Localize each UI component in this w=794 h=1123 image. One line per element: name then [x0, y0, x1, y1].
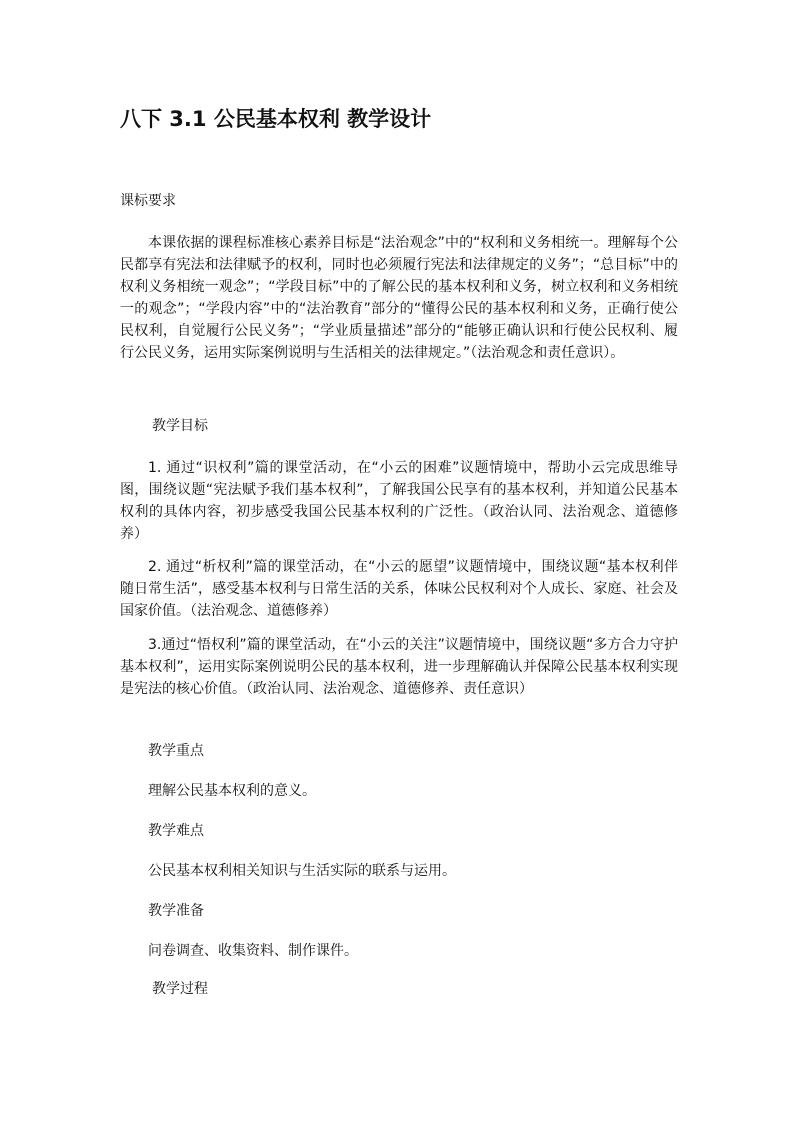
curriculum-heading: 课标要求 — [120, 193, 176, 209]
preparation-heading: 教学准备 — [148, 903, 204, 919]
key-point-heading: 教学重点 — [148, 743, 204, 759]
objectives-heading: 教学目标 — [152, 418, 208, 434]
key-point-text: 理解公民基本权利的意义。 — [148, 783, 316, 799]
document-title: 八下 3.1 公民基本权利 教学设计 — [120, 107, 432, 131]
objective-1-paragraph: 1. 通过“识权利”篇的课堂活动，在“小云的困难”议题情境中，帮助小云完成思维导图，围绕议题“宪法赋予我们基本权利”，了解我国公民享有的基本权利，并知道公民基本权利的具体内容，初步感受我国公民基本权利的广泛性。（政治认同、法治观念、道德修养） — [120, 460, 678, 542]
preparation-text: 问卷调查、收集资料、制作课件。 — [148, 943, 358, 959]
objective-3-paragraph: 3.通过“悟权利”篇的课堂活动，在“小云的关注”议题情境中，围绕议题“多方合力守护基本权利”，运用实际案例说明公民的基本权利，进一步理解确认并保障公民基本权利实现是宪法的核心价值。（政治认同、法治观念、道德修养、责任意识） — [120, 637, 678, 697]
curriculum-paragraph: 本课依据的课程标准核心素养目标是“法治观念”中的“权利和义务相统一。理解每个公民都享有宪法和法律赋予的权利，同时也必须履行宪法和法律规定的义务”；“总目标”中的权利义务相统一观念”；“学段目标”中的了解公民的基本权利和义务，树立权利和义务相统一的观念”；“学段内容”中的“法治教育”部分的“懂得公民的基本权利和义务，正确行使公民权利，自觉履行公民义务”；“学业质量描述”部分的“能够正确认识和行使公民权利、履行公民义务，运用实际案例说明与生活相关的法律规定。”（法治观念和责任意识）。 — [120, 235, 678, 361]
difficulty-heading: 教学难点 — [148, 823, 204, 839]
difficulty-text: 公民基本权利相关知识与生活实际的联系与运用。 — [148, 863, 456, 879]
process-heading: 教学过程 — [152, 981, 208, 997]
objective-2-paragraph: 2. 通过“析权利”篇的课堂活动，在“小云的愿望”议题情境中，围绕议题“基本权利伴随日常生活”，感受基本权利与日常生活的关系，体味公民权利对个人成长、家庭、社会及国家价值。（法治观念、道德修养） — [120, 559, 678, 619]
